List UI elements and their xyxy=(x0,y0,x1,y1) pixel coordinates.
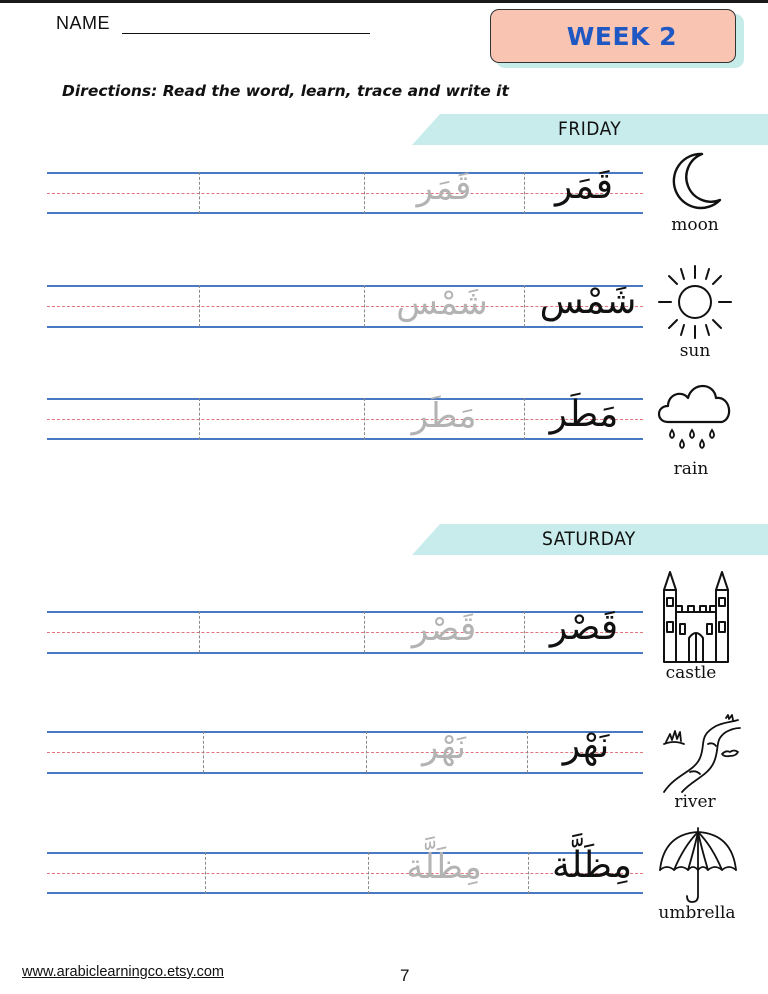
trace-word: قَمَر xyxy=(416,168,472,208)
box-divider xyxy=(366,731,367,773)
river-icon xyxy=(660,714,742,794)
box-divider xyxy=(199,398,200,440)
trace-word: مِظَلَّة xyxy=(406,847,482,887)
box-divider xyxy=(199,611,200,653)
box-divider xyxy=(203,731,204,773)
page-number: 7 xyxy=(400,966,410,985)
trace-word: نَهْر xyxy=(422,727,466,767)
model-word: مَطَر xyxy=(549,394,619,435)
box-divider xyxy=(524,398,525,440)
box-divider xyxy=(199,285,200,327)
day-banner-friday xyxy=(412,114,768,145)
guide-line-bottom xyxy=(47,892,643,894)
week-label: WEEK 2 xyxy=(566,21,677,51)
guide-line-bottom xyxy=(47,212,643,214)
box-divider xyxy=(364,172,365,214)
footer-website-link[interactable]: www.arabiclearningco.etsy.com xyxy=(22,964,225,980)
sun-icon xyxy=(655,262,735,342)
model-word: نَهْر xyxy=(562,725,610,766)
guide-line-bottom xyxy=(47,326,643,328)
name-write-line[interactable] xyxy=(122,33,370,34)
box-divider xyxy=(524,611,525,653)
caption-umbrella: umbrella xyxy=(658,903,736,923)
caption-castle: castle xyxy=(665,663,717,683)
caption-sun: sun xyxy=(679,341,711,361)
guide-line-bottom xyxy=(47,772,643,774)
name-label: NAME xyxy=(56,13,111,33)
model-word: قَصْر xyxy=(549,607,619,648)
box-divider xyxy=(527,731,528,773)
trace-word: شَمْس xyxy=(396,283,488,323)
guide-line-bottom xyxy=(47,438,643,440)
trace-word: قَصْر xyxy=(411,609,477,649)
box-divider xyxy=(368,852,369,894)
caption-river: river xyxy=(674,792,716,812)
box-divider xyxy=(524,172,525,214)
model-word: قَمَر xyxy=(555,166,613,207)
caption-moon: moon xyxy=(671,215,719,235)
box-divider xyxy=(364,611,365,653)
box-divider xyxy=(199,172,200,214)
day-label-friday: FRIDAY xyxy=(558,118,622,140)
box-divider xyxy=(364,398,365,440)
caption-rain: rain xyxy=(673,459,709,479)
box-divider xyxy=(528,852,529,894)
day-label-saturday: SATURDAY xyxy=(542,528,636,550)
model-word: شَمْس xyxy=(539,281,637,322)
week-badge xyxy=(490,9,736,63)
box-divider xyxy=(205,852,206,894)
trace-word: مَطَر xyxy=(411,396,477,436)
directions-text: Directions: Read the word, learn, trace and write it xyxy=(62,82,509,100)
moon-icon xyxy=(662,150,724,216)
umbrella-icon xyxy=(656,826,740,906)
castle-icon xyxy=(656,568,736,664)
guide-line-bottom xyxy=(47,652,643,654)
rain-cloud-icon xyxy=(652,378,740,454)
day-banner-saturday xyxy=(412,524,768,555)
box-divider xyxy=(364,285,365,327)
top-border xyxy=(0,0,768,3)
model-word: مِظَلَّة xyxy=(551,845,633,886)
